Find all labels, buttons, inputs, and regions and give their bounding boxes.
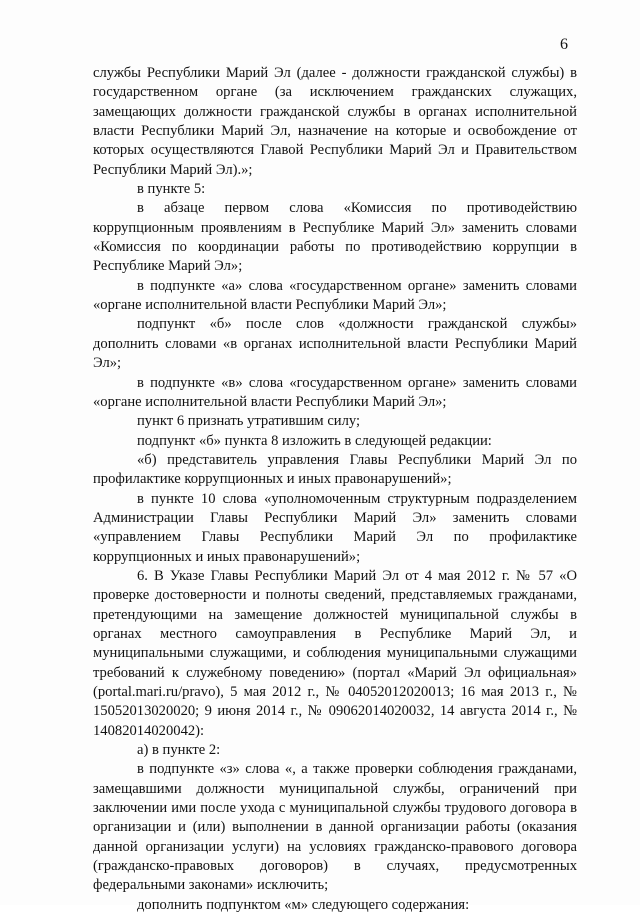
paragraph: «б) представитель управления Главы Республики Марий Эл по профилактике коррупционных и иных правонарушений»; (93, 451, 577, 488)
paragraph: в подпункте «в» слова «государственном органе» заменить словами «органе исполнительной власти Республики Марий Эл»; (93, 374, 577, 410)
paragraph: в пункте 10 слова «уполномоченным структурным подразделением Администрации Главы Республики Марий Эл» заменить словами «управлением Главы Республики Марий Эл по профилактике коррупционных и иных правонарушений»; (93, 490, 577, 565)
paragraph: а) в пункте 2: (137, 742, 221, 759)
paragraph: в подпункте «а» слова «государственном органе» заменить словами «органе исполнительной власти Республики Марий Эл»; (93, 277, 577, 314)
paragraph: в подпункте «з» слова «, а также проверки соблюдения гражданами, замещавшими должности муниципальной службы, ограничений при заключении ими после ухода с муниципальной службы трудового договора в организации и (или) выполнении в данной организации работы (оказания данной организации услуги) на условиях гражданско-правового договора (гражданско-правовых договоров) в случаях, предусмотренных федеральными законами» исключить; (93, 761, 577, 894)
paragraph-continuation: службы Республики Марий Эл (далее - должности гражданской службы) в государственном органе (за исключением гражданских служащих, замещающих должности гражданской службы в органах исполнительной власти Республики Марий Эл, назначение на которые и освобождение от которых осуществляются Главой Республики Марий Эл и Правительством Республики Марий Эл).»; (93, 65, 577, 178)
page-number: 6 (560, 36, 568, 53)
document-body (93, 64, 577, 915)
paragraph: 6. В Указе Главы Республики Марий Эл от 4 мая 2012 г. № 57 «О проверке достоверности и полноты сведений, представляемых гражданами, претендующими на замещение должностей муниципальной службы в органах местного самоуправления в Республике Марий Эл, и муниципальными служащими, и соблюдения муниципальными служащими требований к служебному поведению» (портал «Марий Эл официальная» (portal.mari.ru/pravo), 5 мая 2012 г., № 04052012020013; 16 мая 2013 г., № 15052013020020; 9 июня 2014 г., № 09062014020032, 14 августа 2014 г., № 14082014020042): (93, 567, 577, 739)
paragraph: подпункт «б» пункта 8 изложить в следующей редакции: (137, 432, 492, 449)
paragraph: в абзаце первом слова «Комиссия по противодействию коррупционным проявлениям в Республике Марий Эл» заменить словами «Комиссия по координации работы по противодействию коррупции в Республике Марий Эл»; (93, 200, 577, 275)
paragraph: подпункт «б» после слов «должности гражданской службы» дополнить словами «в органах исполнительной власти Республики Марий Эл»; (93, 316, 577, 372)
paragraph: пункт 6 признать утратившим силу; (137, 413, 361, 430)
paragraph: в пункте 5: (137, 181, 206, 198)
paragraph: дополнить подпунктом «м» следующего содержания: (137, 896, 470, 913)
